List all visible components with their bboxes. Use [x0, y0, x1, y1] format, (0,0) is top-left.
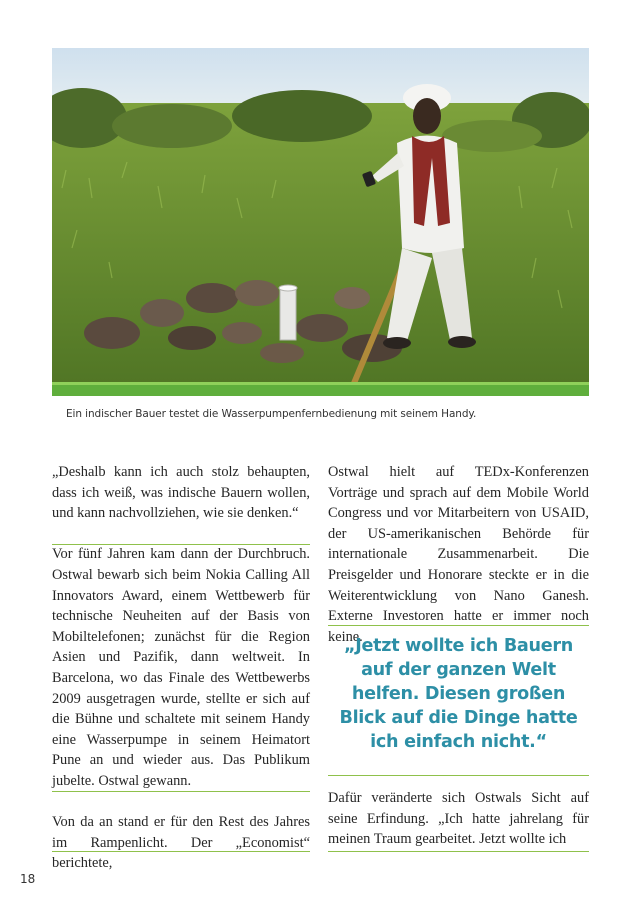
right-column-top — [328, 462, 589, 647]
left-column — [52, 462, 310, 874]
spotlight-paragraph: Von da an stand er für den Rest des Jahres im Rampenlicht. Der „Economist“ berichtete, — [52, 814, 310, 872]
column-rule — [52, 851, 310, 852]
column-rule — [328, 775, 589, 776]
breakthrough-paragraph: Vor fünf Jahren kam dann der Durchbruch. Ostwal bewarb sich beim Nokia Calling All Innovators Award, einem Wettbewerb für technische Neuheiten auf der Basis von Mobiltelefonen; zunächst für die Region Asien und Pazifik, dann weltweit. In Barcelona, wo das Finale des Wettbewerbs 2009 ausgetragen wurde, stellte er sich auf die Bühne und schaltete mit seinem Handy eine Wasserpumpe in seinem Heimatort Pune an und wieder aus. Das Publikum jubelte. Ostwal gewann. — [52, 546, 310, 789]
intro-quote-paragraph: „Deshalb kann ich auch stolz behaupten, dass ich weiß, was indische Bauern wollen, und kann nachvollziehen, wie sie denken.“ — [52, 464, 310, 522]
column-rule — [52, 791, 310, 792]
photo-caption: Ein indischer Bauer testet die Wasserpumpenfernbedienung mit seinem Handy. — [66, 408, 477, 420]
vision-paragraph: Dafür veränderte sich Ostwals Sicht auf seine Erfindung. „Ich hatte jahrelang für meinen Traum gearbeitet. Jetzt wollte ich — [328, 790, 589, 848]
farmer-photo-illustration — [52, 48, 589, 396]
right-column-bottom — [328, 788, 589, 850]
column-rule — [328, 625, 589, 626]
page-number: 18 — [20, 872, 36, 886]
tedx-paragraph: Ostwal hielt auf TEDx-Konferenzen Vorträge und sprach auf dem Mobile World Congress und vor Mitarbeitern von USAID, der US-amerikanischen Behörde für internationale Zusammenarbeit. Die Preisgelder und Honorare steckte er in die Weiterentwicklung von Nano Ganesh. Externe Investoren hatte er immer noch keine. — [328, 464, 589, 645]
pull-quote: „Jetzt wollte ich Bauern auf der ganzen Welt helfen. Diesen großen Blick auf die Dinge hatte ich einfach nicht.“ — [339, 636, 578, 752]
column-rule — [328, 851, 589, 852]
column-rule — [52, 544, 310, 545]
article-photo — [52, 48, 589, 396]
